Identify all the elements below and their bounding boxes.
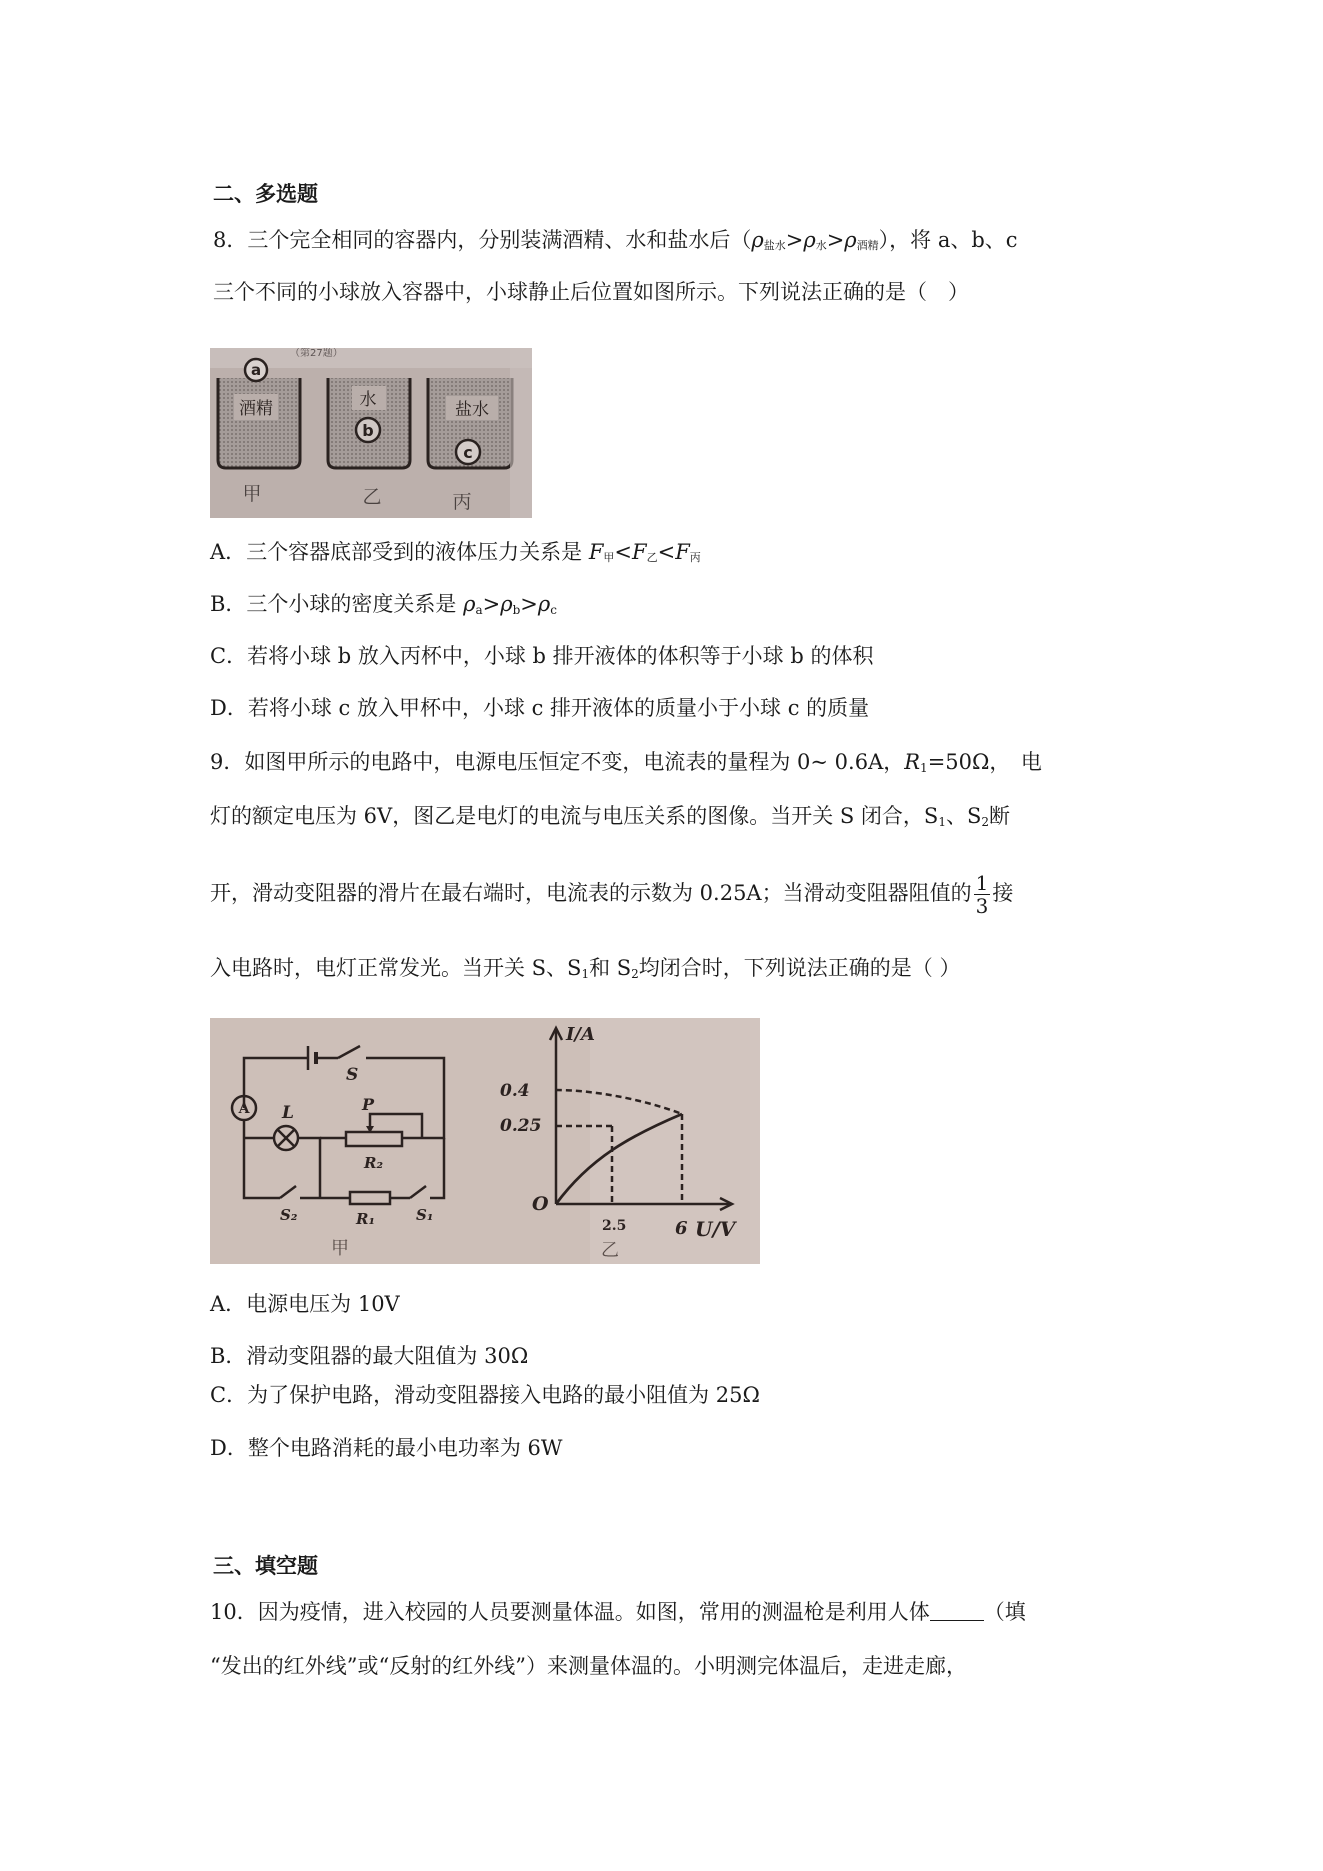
graph-origin: O — [532, 1193, 549, 1215]
q8-option-b-text: B．三个小球的密度关系是 — [210, 592, 464, 616]
q9-option-b: B．滑动变阻器的最大阻值为 30Ω — [210, 1344, 529, 1368]
force-symbol: F — [588, 540, 604, 564]
q8-option-a — [210, 538, 701, 572]
q8-option-b — [210, 590, 557, 624]
answer-blank[interactable] — [930, 1602, 984, 1621]
subscript: 酒精 — [856, 239, 879, 252]
q9-line-1 — [210, 748, 1042, 782]
gt-symbol: > — [826, 228, 845, 252]
fraction-one-third — [974, 872, 991, 917]
q9-text: 9．如图甲所示的电路中，电源电压恒定不变，电流表的量程为 0~ 0.6A， — [210, 750, 905, 774]
subscript: 1 — [938, 815, 946, 829]
subscript: 丙 — [689, 551, 701, 564]
subscript: a — [475, 603, 483, 617]
cup-jia-label: 甲 — [242, 483, 262, 505]
rho-symbol: ρ — [500, 592, 513, 616]
graph-x-tick-2.5: 2.5 — [602, 1218, 627, 1234]
q9-option-c: C．为了保护电路，滑动变阻器接入电路的最小阻值为 25Ω — [210, 1383, 760, 1407]
circuit-caption: 甲 — [331, 1238, 349, 1259]
subscript: 1 — [920, 761, 928, 775]
q8-figure-photo — [210, 348, 532, 518]
resistor-symbol: R — [904, 750, 921, 774]
ammeter-label: A — [238, 1101, 250, 1117]
q8-line-2: 三个不同的小球放入容器中，小球静止后位置如图所示。下列说法正确的是（ ） — [213, 280, 969, 304]
q10-line-2: “发出的红外线”或“反射的红外线”）来测量体温的。小明测完体温后，走进走廊， — [210, 1654, 967, 1678]
q9-text: 均闭合时，下列说法正确的是（ ） — [638, 956, 961, 980]
rho-symbol: ρ — [463, 592, 476, 616]
subscript: 盐水 — [763, 239, 786, 252]
cup-yi-label: 乙 — [362, 486, 382, 508]
q9-text: =50Ω， 电 — [927, 750, 1042, 774]
lt-symbol: < — [657, 540, 676, 564]
ball-a-label: a — [250, 361, 262, 379]
section-heading-fill-in: 三、填空题 — [213, 1554, 318, 1578]
q9-text: 断 — [989, 804, 1010, 828]
graph-x-tick-6: 6 — [675, 1218, 688, 1239]
subscript: c — [550, 603, 557, 617]
q8-option-d: D．若将小球 c 放入甲杯中，小球 c 排开液体的质量小于小球 c 的质量 — [210, 696, 870, 720]
graph-y-tick-0.25: 0.25 — [500, 1116, 542, 1136]
cup-bing-label: 丙 — [452, 491, 472, 513]
figure-scribble: （第27题） — [290, 348, 343, 359]
gt-symbol: > — [520, 592, 538, 616]
q10-text: 10．因为疫情，进入校园的人员要测量体温。如图，常用的测温枪是利用人体 — [210, 1600, 930, 1624]
fraction-numerator: 1 — [975, 871, 989, 895]
q9-line-4 — [210, 954, 960, 988]
gt-symbol: > — [785, 228, 804, 252]
ball-c-label: c — [463, 443, 473, 462]
q9-line-2 — [210, 802, 1010, 836]
q9-line-3 — [210, 872, 1013, 917]
q9-figure-photo — [210, 1018, 760, 1264]
liquid-alcohol-label: 酒精 — [239, 399, 273, 419]
label-s1: S₁ — [416, 1206, 434, 1224]
q8-text-a: 8．三个完全相同的容器内，分别装满酒精、水和盐水后（ — [213, 228, 752, 252]
force-symbol: F — [632, 540, 647, 564]
subscript: b — [512, 603, 521, 617]
rho-symbol: ρ — [803, 228, 816, 252]
label-r2: R₂ — [364, 1154, 384, 1172]
graph-x-axis-label: U/V — [695, 1217, 736, 1241]
q8-option-c: C．若将小球 b 放入丙杯中，小球 b 排开液体的体积等于小球 b 的体积 — [210, 644, 874, 668]
subscript: 水 — [815, 239, 827, 252]
graph-caption: 乙 — [601, 1240, 619, 1261]
graph-y-axis-label: I/A — [566, 1024, 595, 1045]
fraction-denominator: 3 — [975, 894, 989, 918]
q9-text: 开，滑动变阻器的滑片在最右端时，电流表的示数为 0.25A；当滑动变阻器阻值的 — [210, 881, 972, 905]
graph-y-tick-0.4: 0.4 — [500, 1081, 530, 1101]
subscript: 1 — [581, 967, 590, 981]
label-lamp: L — [282, 1103, 294, 1123]
q10-text: （填 — [983, 1600, 1026, 1624]
label-r1: R₁ — [356, 1210, 376, 1228]
subscript: 2 — [981, 815, 989, 829]
q8-line-1 — [213, 226, 1018, 260]
q9-text: 、S — [945, 804, 982, 828]
q9-text: 接 — [992, 881, 1014, 905]
ball-b-label: b — [362, 421, 374, 440]
q9-text: 入电路时，电灯正常发光。当开关 S、S — [210, 956, 582, 980]
lt-symbol: < — [614, 540, 633, 564]
q8-text-b: ），将 a、b、c — [878, 228, 1018, 252]
rho-symbol: ρ — [751, 228, 764, 252]
q9-text: 灯的额定电压为 6V，图乙是电灯的电流与电压关系的图像。当开关 S 闭合，S — [210, 804, 939, 828]
label-switch-s: S — [346, 1065, 359, 1085]
q9-option-a: A．电源电压为 10V — [210, 1292, 400, 1316]
q10-line-1 — [210, 1598, 1026, 1626]
gt-symbol: > — [482, 592, 501, 616]
label-s2: S₂ — [280, 1206, 298, 1224]
subscript: 甲 — [603, 551, 615, 564]
subscript: 2 — [631, 967, 639, 981]
q8-option-a-text: A．三个容器底部受到的液体压力关系是 — [210, 540, 589, 564]
liquid-water-label: 水 — [359, 390, 377, 410]
label-slider-p: P — [362, 1095, 375, 1114]
rho-symbol: ρ — [537, 592, 551, 616]
q9-option-d: D．整个电路消耗的最小电功率为 6W — [210, 1436, 563, 1460]
liquid-saltwater-label: 盐水 — [455, 400, 489, 420]
rho-symbol: ρ — [844, 228, 857, 252]
q9-text: 和 S — [589, 956, 632, 980]
subscript: 乙 — [646, 551, 658, 564]
force-symbol: F — [675, 540, 690, 564]
section-heading-multiple-choice: 二、多选题 — [213, 182, 318, 206]
